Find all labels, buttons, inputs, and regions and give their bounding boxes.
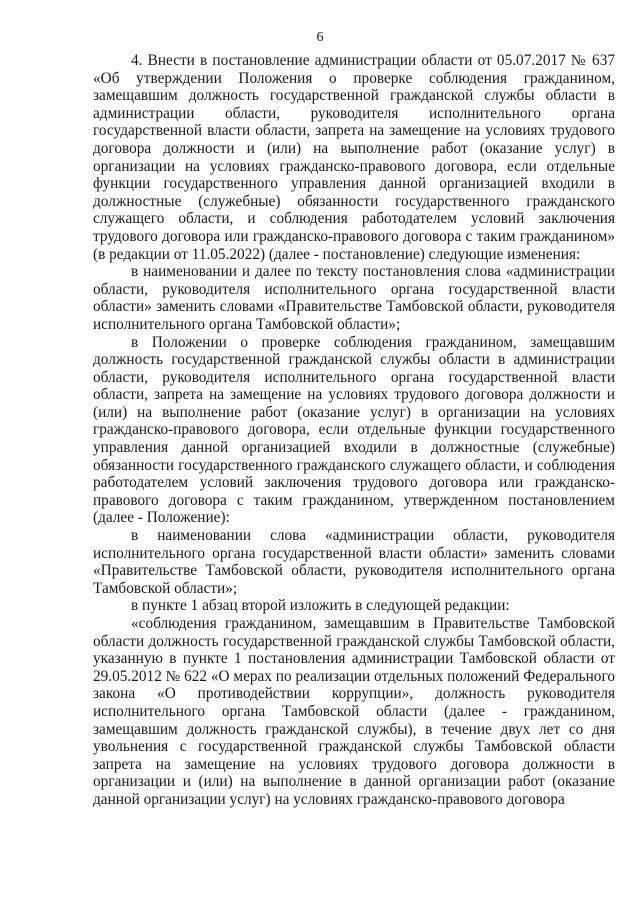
document-body	[93, 52, 615, 809]
paragraph-point-1-intro: в пункте 1 абзац второй изложить в следующей редакции:	[131, 597, 510, 615]
page-number: 6	[316, 30, 324, 45]
paragraph-title-change: в наименовании и далее по тексту постановления слова «администрации области, руководителя исполнительного органа государственной власти области» заменить словами «Правительстве Тамбовской области, руководителя исполнительного органа Тамбовской области»;	[93, 263, 615, 333]
paragraph-regulation-title-change: в наименовании слова «администрации области, руководителя исполнительного органа государственной власти области» заменить словами «Правительстве Тамбовской области, руководителя исполнительного органа Тамбовской области»;	[93, 527, 615, 597]
paragraph-point-1-new-text: «соблюдения гражданином, замещавшим в Правительстве Тамбовской области должность государственной гражданской службы Тамбовской области, указанную в пункте 1 постановления администрации Тамбовской области от 29.05.2012 № 622 «О мерах по реализации отдельных положений Федерального закона «О противодействии коррупции», должность руководителя исполнительного органа Тамбовской области (далее - гражданином, замещавшим должность гражданской службы), в течение двух лет со дня увольнения с государственной гражданской службы Тамбовской области запрета на замещение на условиях трудового договора должности в организации и (или) на выполнение в данной организации работ (оказание данной организации услуг) на условиях гражданско-правового договора	[93, 615, 615, 808]
paragraph-regulation-intro: в Положении о проверке соблюдения гражданином, замещавшим должность государственной гражданской службы области в администрации области, руководителя исполнительного органа государственной власти области, запрета на замещение на условиях трудового договора должности и (или) на выполнение работ (оказание услуг) в организации на условиях гражданско-правового договора, если отдельные функции государственного управления данной организацией входили в должностные (служебные) обязанности государственного гражданского служащего области, и соблюдения работодателем условий заключения трудового договора или гражданско-правового договора с таким гражданином, утвержденном постановлением (далее - Положение):	[93, 333, 615, 527]
paragraph-amendment-intro: 4. Внести в постановление администрации области от 05.07.2017 № 637 «Об утверждении Положения о проверке соблюдения гражданином, замещавшим должность государственной гражданской службы области в администрации области, руководителя исполнительного органа государственной власти области, запрета на замещение на условиях трудового договора должности и (или) на выполнение работ (оказание услуг) в организации на условиях гражданско-правового договора, если отдельные функции государственного управления данной организацией входили в должностные (служебные) обязанности государственного гражданского служащего области, и соблюдения работодателем условий заключения трудового договора или гражданско-правового договора с таким гражданином» (в редакции от 11.05.2022) (далее - постановление) следующие изменения:	[93, 52, 615, 263]
